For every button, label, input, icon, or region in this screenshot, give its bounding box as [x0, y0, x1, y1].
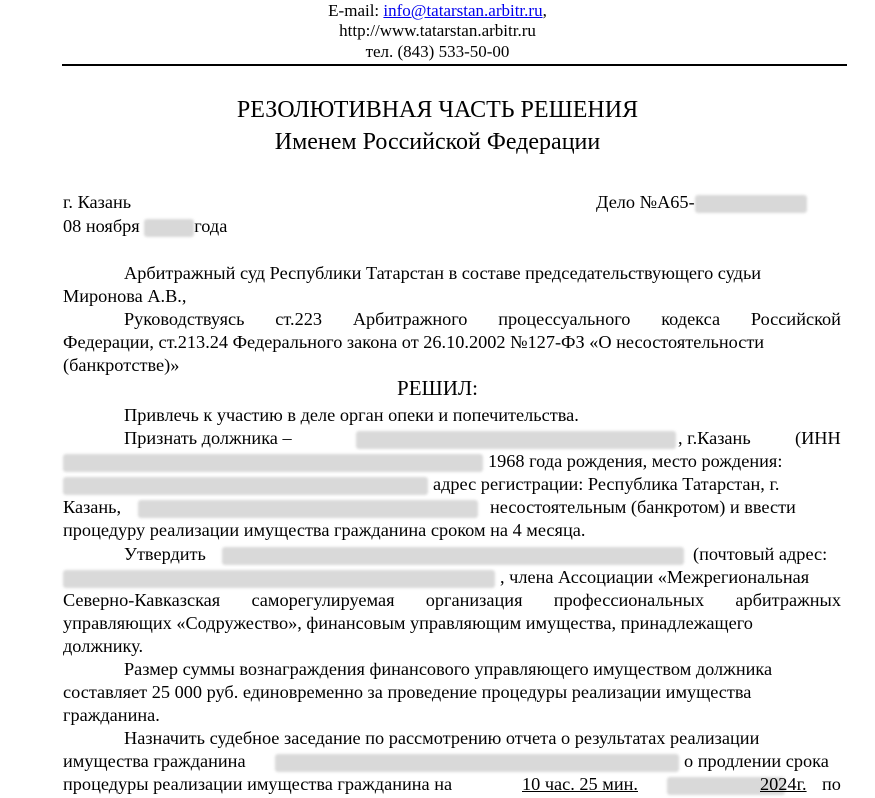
- redacted-debtor-name: [356, 431, 676, 449]
- p6-line2: составляет 25 000 руб. единовременно за проведение процедуры реализации имущества: [63, 682, 752, 702]
- p5-word: саморегулируемая: [251, 590, 395, 610]
- p3-text: Привлечь к участию в деле орган опеки и попечительства.: [124, 405, 579, 425]
- p2-line3: (банкротстве)»: [63, 355, 180, 375]
- email-link[interactable]: info@tatarstan.arbitr.ru: [383, 1, 543, 20]
- p1-line2: Миронова А.В.,: [63, 286, 187, 306]
- hearing-year: 2024г.: [760, 774, 807, 794]
- document-subtitle: Именем Российской Федерации: [274, 129, 601, 155]
- redacted-postal-address: [63, 570, 495, 588]
- p1-line1: [124, 262, 841, 285]
- p2-line1: [124, 308, 841, 331]
- p7-line3-start: процедуры реализации имущества гражданина на: [63, 774, 453, 794]
- p4-line2-end: 1968 года рождения, место рождения:: [488, 451, 783, 471]
- email-comma: ,: [542, 1, 547, 20]
- p5-line5: должнику.: [63, 636, 144, 656]
- p6-line3: гражданина.: [63, 705, 160, 725]
- p2-word: Арбитражного: [352, 309, 468, 329]
- decision-date: [63, 215, 227, 238]
- city: г. Казань: [63, 192, 132, 212]
- case-label: Дело №А65-: [596, 192, 695, 212]
- decision-heading: РЕШИЛ:: [397, 376, 478, 400]
- p4-line1-end-a: , г.Казань: [678, 428, 751, 448]
- p7-line2-end: о продлении срока: [684, 751, 829, 771]
- p2-line2: Федерации, ст.213.24 Федерального закона от 26.10.2002 №127-ФЗ «О несостоятельности: [63, 332, 765, 352]
- p5-word: Северно-Кавказская: [63, 590, 221, 610]
- p1-line1-text: Арбитражный суд Республики Татарстан в составе председательствующего судьи: [124, 263, 762, 283]
- p7-line2-start: имущества гражданина: [63, 751, 246, 771]
- email-label: E-mail:: [328, 1, 384, 20]
- p2-word: Российской: [750, 309, 841, 329]
- p5-line3: [63, 589, 841, 612]
- redacted-year: [144, 219, 194, 237]
- document-title: РЕЗОЛЮТИВНАЯ ЧАСТЬ РЕШЕНИЯ: [236, 97, 639, 123]
- p5-word: организация: [425, 590, 523, 610]
- p7-line1: Назначить судебное заседание по рассмотрению отчета о результатах реализации: [124, 728, 760, 748]
- header-email-line: [0, 1, 875, 21]
- p6-line1: Размер суммы вознаграждения финансового управляющего имуществом должника: [124, 659, 773, 679]
- redacted-address: [138, 500, 478, 518]
- header-website: http://www.tatarstan.arbitr.ru: [339, 21, 536, 40]
- redacted-inn-dob: [63, 454, 483, 472]
- p4-line1-end-b: (ИНН: [795, 428, 841, 448]
- p4-line3-end: адрес регистрации: Республика Татарстан, г.: [433, 474, 780, 494]
- case-number: [596, 191, 807, 214]
- header-divider: [62, 64, 847, 66]
- header-phone: тел. (843) 533-50-00: [365, 42, 510, 61]
- hearing-time: 10 час. 25 мин.: [522, 774, 638, 794]
- p5-line1-start: Утвердить: [124, 544, 206, 564]
- p4-line4-start: Казань,: [63, 497, 122, 517]
- redacted-birthplace: [63, 477, 428, 495]
- redacted-citizen-name: [275, 754, 679, 772]
- p5-line4: управляющих «Содружество», финансовым управляющим имущества, принадлежащего: [63, 613, 753, 633]
- p5-line2-end: , члена Ассоциации «Межрегиональная: [500, 567, 810, 587]
- redacted-manager-name: [222, 547, 684, 565]
- p2-word: процессуального: [498, 309, 631, 329]
- date-day: 08 ноября: [63, 216, 140, 236]
- redacted-case-number: [695, 195, 807, 213]
- p2-word: ст.223: [275, 309, 323, 329]
- p4-line4-end: несостоятельным (банкротом) и ввести: [490, 497, 796, 517]
- date-year-suffix: года: [194, 216, 228, 236]
- p2-word: кодекса: [661, 309, 721, 329]
- p4-line5: процедуру реализации имущества гражданина сроком на 4 месяца.: [63, 520, 586, 540]
- p5-word: арбитражных: [735, 590, 841, 610]
- p7-line3-end: по: [822, 774, 841, 794]
- p5-word: профессиональных: [553, 590, 705, 610]
- p2-word: Руководствуясь: [124, 309, 245, 329]
- p4-line1-start: Признать должника –: [124, 428, 292, 448]
- p5-line1-end: (почтовый адрес:: [693, 544, 828, 564]
